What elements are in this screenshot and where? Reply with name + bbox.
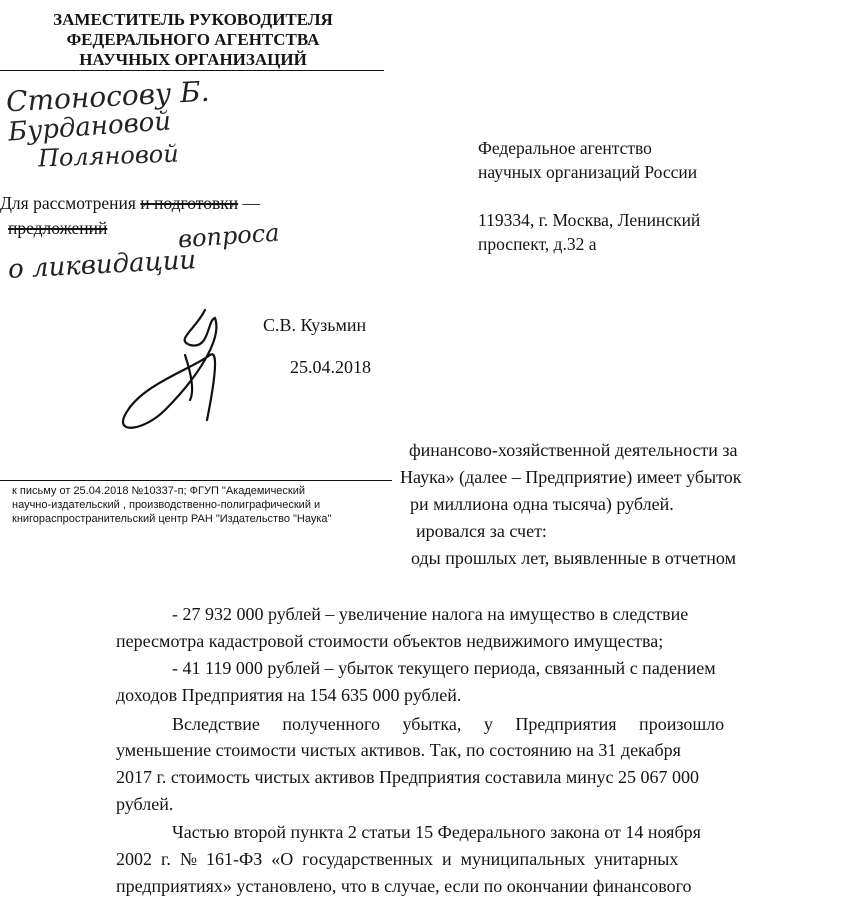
resolution-handwriting-4: вопроса [177, 218, 281, 254]
signature-icon [95, 300, 255, 440]
resolution-struck-text: и подготовки [140, 193, 239, 213]
stamp-line-1: к письму от 25.04.2018 №10337-п; ФГУП "Академический [12, 485, 306, 497]
resolution-handwriting-2: Бурдановой [7, 106, 172, 148]
body-p3-line-1: Вследствие полученного убытка, у Предприятия произошло [172, 714, 725, 734]
addressee-block [478, 136, 700, 256]
partial-line-2: Наука» (далее – Предприятие) имеет убыток [400, 467, 742, 487]
body-p3-line-2: уменьшение стоимости чистых активов. Так, по состоянию на 31 декабря [116, 740, 681, 760]
resolution-text: Для рассмотрения [0, 193, 136, 213]
body-p1-line-1: - 27 932 000 рублей – увеличение налога на имущество в следствие [172, 604, 689, 624]
body-p4-line-1: Частью второй пункта 2 статьи 15 Федерального закона от 14 ноября [172, 822, 701, 842]
resolution-handwriting-1: Стоносову Б. [5, 74, 211, 119]
addressee-line-4: проспект, д.32 а [478, 234, 597, 254]
resolution-date: 25.04.2018 [290, 357, 371, 377]
header-line-1: ЗАМЕСТИТЕЛЬ РУКОВОДИТЕЛЯ [53, 10, 333, 29]
partial-line-3: ри миллиона одна тысяча) рублей. [410, 494, 674, 514]
stamp-line-2: научно-издательский , производственно-полиграфический и [12, 499, 321, 511]
body-p2-line-1: - 41 119 000 рублей – убыток текущего периода, связанный с падением [172, 658, 716, 678]
body-p1-line-2: пересмотра кадастровой стоимости объектов недвижимого имущества; [116, 631, 664, 651]
resolution-printed-line-1: Для рассмотрения и подготовки — [0, 193, 260, 213]
partial-line-4: ировался за счет: [416, 521, 547, 541]
header-line-3: НАУЧНЫХ ОРГАНИЗАЦИЙ [79, 50, 307, 69]
resolution-struck-line-2: предложений [8, 218, 108, 238]
registration-stamp [0, 480, 392, 526]
sender-header [28, 10, 358, 70]
addressee-line-2: научных организаций России [478, 162, 698, 182]
body-p3-line-3: 2017 г. стоимость чистых активов Предприятия составила минус 25 067 000 [116, 767, 699, 787]
partial-line-1: финансово-хозяйственной деятельности за [409, 440, 738, 460]
resolution-handwriting-3: Поляновой [37, 139, 180, 173]
header-line-2: ФЕДЕРАЛЬНОГО АГЕНТСТВА [66, 30, 320, 49]
body-p4-line-3: предприятиях» установлено, что в случае, если по окончании финансового [116, 876, 692, 896]
partial-line-5: оды прошлых лет, выявленные в отчетном [411, 548, 736, 568]
header-underline [0, 70, 384, 71]
addressee-line-1: Федеральное агентство [478, 138, 652, 158]
signer-name: С.В. Кузьмин [263, 315, 367, 335]
stamp-line-3: книгораспространительский центр РАН "Издательство "Наука" [12, 513, 332, 525]
body-p4-line-2: 2002 г. № 161-ФЗ «О государственных и муниципальных унитарных [116, 849, 679, 869]
resolution-handwriting-5: о ликвидации [7, 245, 197, 285]
body-p3-line-4: рублей. [116, 794, 174, 814]
addressee-line-3: 119334, г. Москва, Ленинский [478, 210, 701, 230]
body-p2-line-2: доходов Предприятия на 154 635 000 рублей. [116, 685, 462, 705]
